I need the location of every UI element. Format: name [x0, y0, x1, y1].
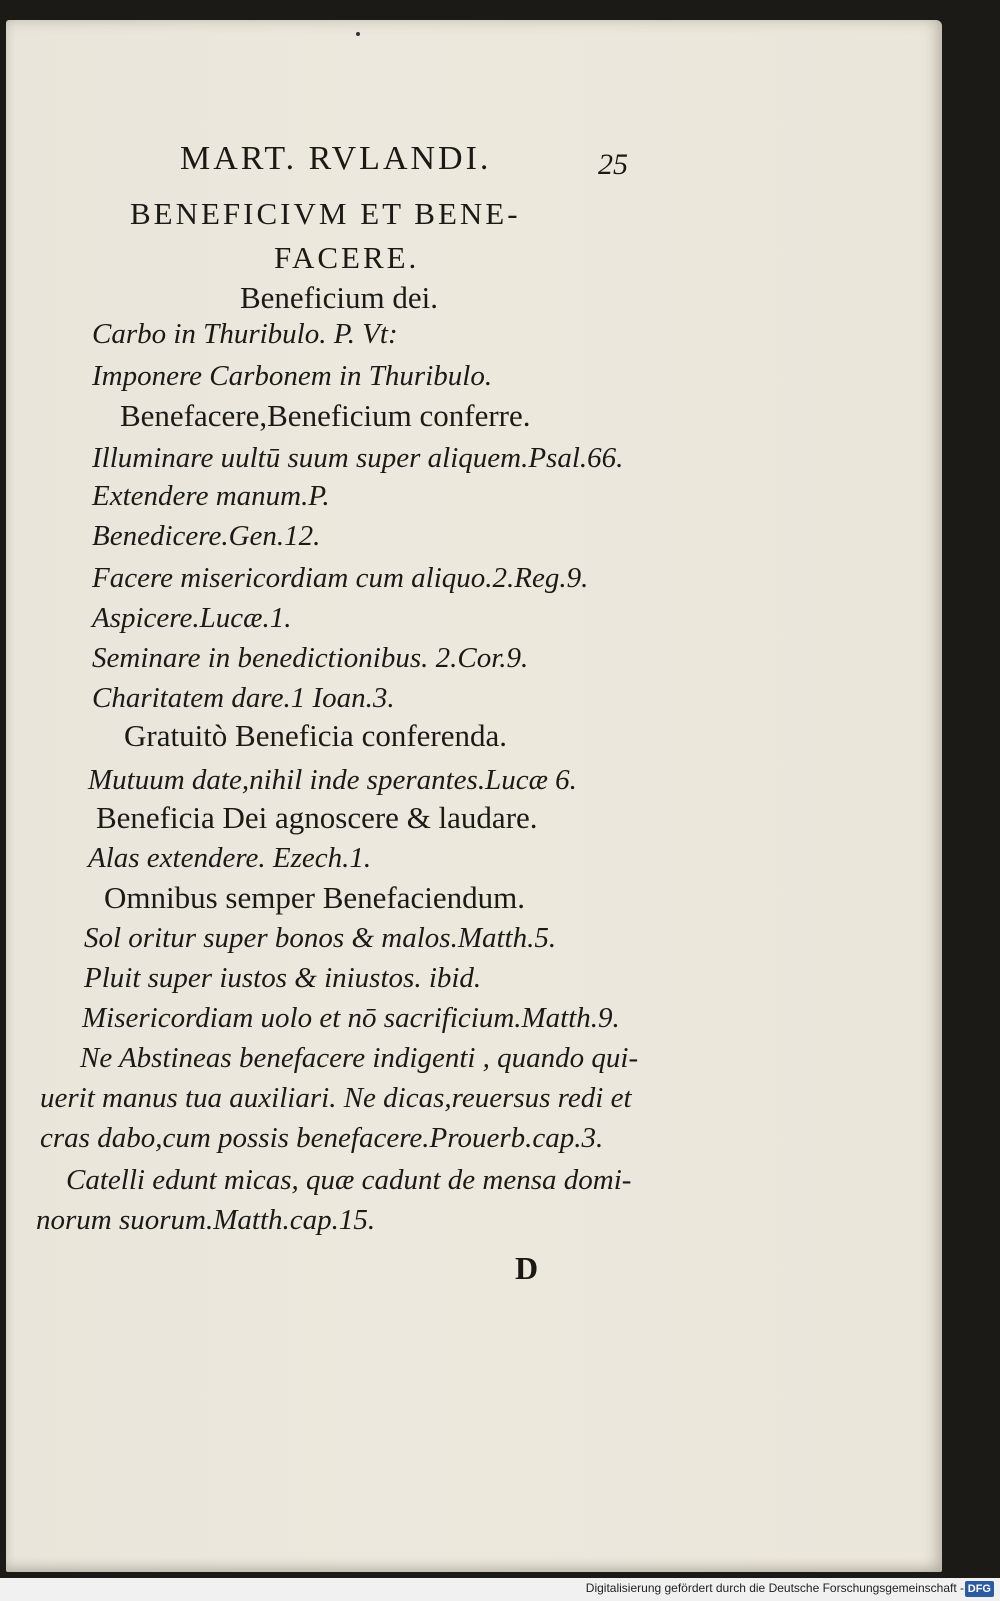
footer-credit: Digitalisierung gefördert durch die Deutsche Forschungsgemeinschaft -	[585, 1581, 964, 1595]
text-line: Aspicere.Lucæ.1.	[92, 602, 292, 634]
dfg-logo-icon[interactable]: DFG	[965, 1581, 994, 1597]
section-heading-line-1: BENEFICIVM ET BENE-	[130, 196, 521, 231]
text-line: Sol oritur super bonos & malos.Matth.5.	[84, 922, 557, 954]
text-line: Ne Abstineas benefacere indigenti , quando qui-	[80, 1042, 639, 1074]
text-line: Benedicere.Gen.12.	[92, 520, 321, 552]
text-line: Pluit super iustos & iniustos. ibid.	[84, 962, 482, 994]
footer-bar	[0, 1578, 1000, 1601]
text-line: Charitatem dare.1 Ioan.3.	[92, 682, 395, 714]
text-line: cras dabo,cum possis benefacere.Prouerb.cap.3.	[40, 1122, 604, 1154]
section-heading-line-2: FACERE.	[274, 240, 420, 275]
text-line: Carbo in Thuribulo. P. Vt:	[92, 318, 398, 350]
text-line: Facere misericordiam cum aliquo.2.Reg.9.	[92, 562, 589, 594]
text-line: Imponere Carbonem in Thuribulo.	[92, 360, 493, 392]
subheading: Omnibus semper Benefaciendum.	[104, 880, 525, 915]
text-line: Seminare in benedictionibus. 2.Cor.9.	[92, 642, 529, 674]
text-line: norum suorum.Matth.cap.15.	[36, 1204, 376, 1236]
text-line: Alas extendere. Ezech.1.	[88, 842, 372, 874]
subheading: Gratuitò Beneficia conferenda.	[124, 718, 508, 753]
text-line: uerit manus tua auxiliari. Ne dicas,reuersus redi et	[40, 1082, 632, 1114]
signature-mark: D	[515, 1250, 539, 1286]
text-line: Misericordiam uolo et nō sacrificium.Matth.9.	[82, 1002, 620, 1034]
subheading: Benefacere,Beneficium conferre.	[120, 398, 531, 433]
text-line: Illuminare uultū suum super aliquem.Psal.66.	[92, 442, 624, 474]
text-line: Catelli edunt micas, quæ cadunt de mensa domi-	[66, 1164, 632, 1196]
page-number: 25	[598, 148, 628, 181]
text-line: Mutuum date,nihil inde sperantes.Lucæ 6.	[88, 764, 577, 796]
subheading: Beneficium dei.	[240, 280, 438, 315]
running-head: MART. RVLANDI.	[180, 140, 492, 177]
ink-dot	[356, 32, 360, 36]
subheading: Beneficia Dei agnoscere & laudare.	[96, 800, 538, 835]
text-line: Extendere manum.P.	[92, 480, 330, 512]
